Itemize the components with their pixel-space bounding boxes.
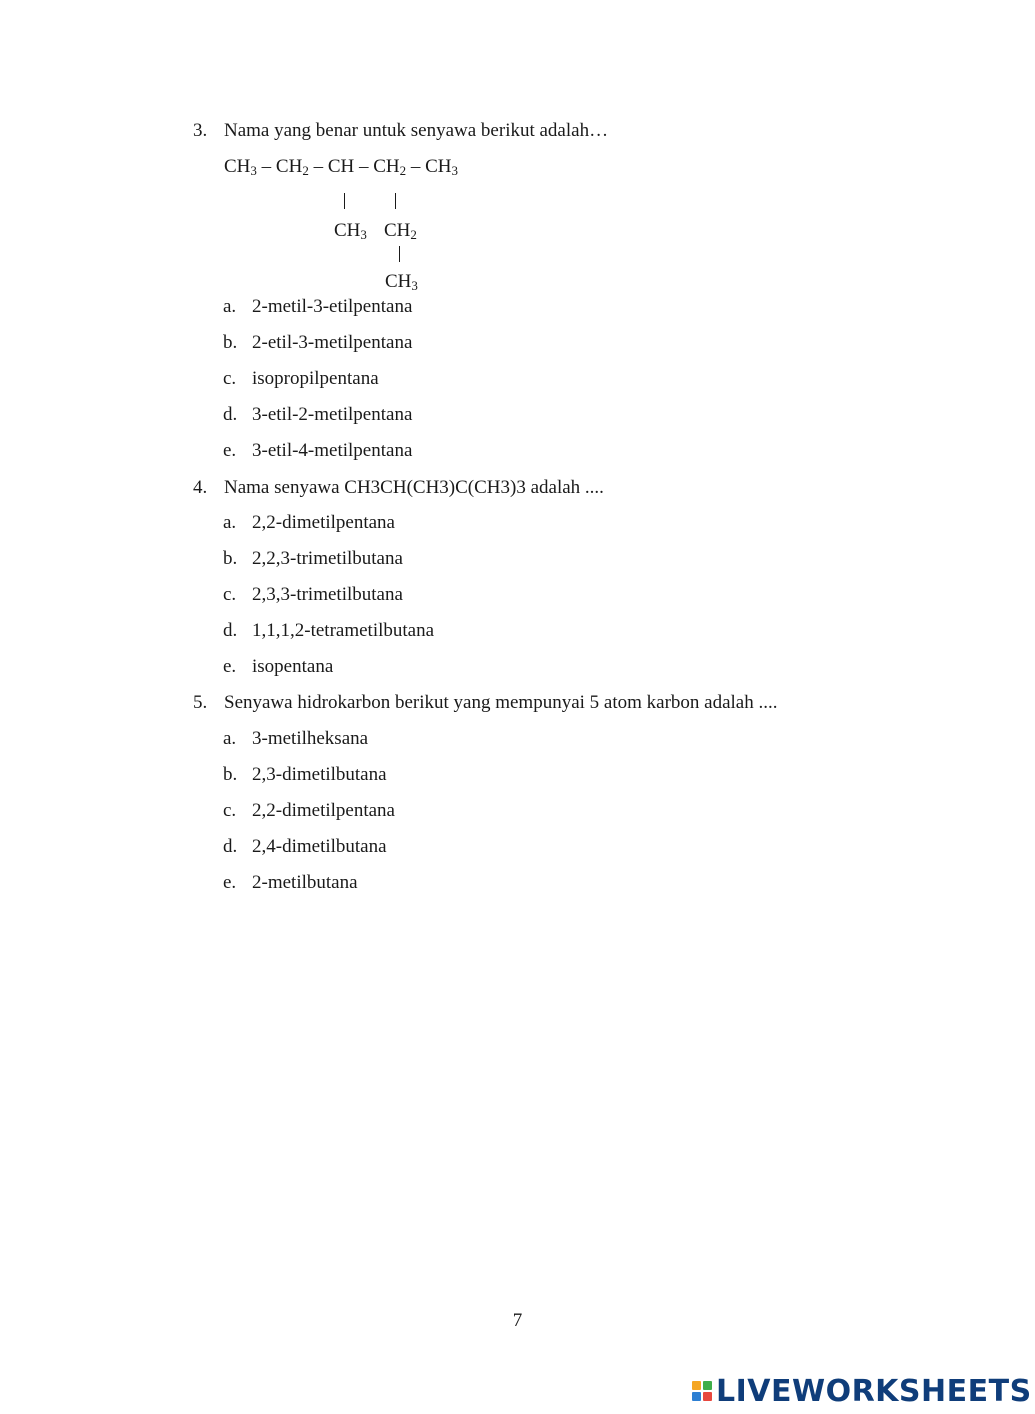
option-text: 3-metilheksana bbox=[252, 728, 369, 749]
option-text: 2,2-dimetilpentana bbox=[252, 512, 395, 533]
question-4-text: Nama senyawa CH3CH(CH3)C(CH3)3 adalah .... bbox=[224, 477, 604, 498]
option-letter: d. bbox=[223, 620, 238, 641]
option-text: 2-metilbutana bbox=[252, 872, 358, 893]
option-letter: a. bbox=[223, 296, 237, 317]
option-letter: d. bbox=[223, 836, 238, 857]
option-text: 2-metil-3-etilpentana bbox=[252, 296, 413, 317]
option-text: 1,1,1,2-tetrametilbutana bbox=[252, 620, 435, 641]
question-5-text: Senyawa hidrokarbon berikut yang mempunyai 5 atom karbon adalah .... bbox=[224, 692, 778, 713]
option-letter: c. bbox=[223, 368, 237, 389]
option-letter: c. bbox=[223, 584, 237, 605]
option-letter: e. bbox=[223, 440, 237, 461]
brand-name: LIVEWORKSHEETS bbox=[716, 1373, 1032, 1409]
option-text: 2,3-dimetilbutana bbox=[252, 764, 387, 785]
option-text: 2,2-dimetilpentana bbox=[252, 800, 395, 821]
question-3-text: Nama yang benar untuk senyawa berikut adalah… bbox=[224, 120, 609, 141]
question-4-number: 4. bbox=[193, 477, 208, 498]
option-text: 2,4-dimetilbutana bbox=[252, 836, 387, 857]
option-text: isopentana bbox=[252, 656, 334, 677]
page-number: 7 bbox=[512, 1310, 523, 1331]
option-text: 3-etil-4-metilpentana bbox=[252, 440, 413, 461]
option-letter: b. bbox=[223, 332, 238, 353]
question-5-number: 5. bbox=[193, 692, 208, 713]
bond-line bbox=[344, 193, 345, 209]
bond-line bbox=[399, 246, 400, 262]
option-letter: a. bbox=[223, 728, 237, 749]
logo-tile bbox=[703, 1392, 712, 1401]
option-letter: e. bbox=[223, 872, 237, 893]
structure-branch-methyl: $CH_3$ bbox=[334, 220, 367, 242]
option-letter: c. bbox=[223, 800, 237, 821]
structure-main-chain: $CH_3 - CH_2$ – CH – $CH_2 - CH_3$ bbox=[224, 156, 459, 178]
option-text: 2-etil-3-metilpentana bbox=[252, 332, 413, 353]
logo-tile bbox=[692, 1381, 701, 1390]
logo-tile bbox=[692, 1392, 701, 1401]
option-letter: a. bbox=[223, 512, 237, 533]
structure-branch-ethyl: $CH_2$ bbox=[384, 220, 417, 242]
question-3-number: 3. bbox=[193, 120, 208, 141]
structure-branch-ethyl-end: $CH_3$ bbox=[385, 271, 418, 293]
option-text: 2,2,3-trimetilbutana bbox=[252, 548, 403, 569]
option-letter: b. bbox=[223, 548, 238, 569]
option-letter: d. bbox=[223, 404, 238, 425]
logo-tile bbox=[703, 1381, 712, 1390]
option-letter: b. bbox=[223, 764, 238, 785]
bond-line bbox=[395, 193, 396, 209]
option-text: 3-etil-2-metilpentana bbox=[252, 404, 413, 425]
logo-tiles-icon bbox=[692, 1381, 712, 1401]
option-text: 2,3,3-trimetilbutana bbox=[252, 584, 403, 605]
option-letter: e. bbox=[223, 656, 237, 677]
liveworksheets-logo bbox=[692, 1374, 1032, 1408]
option-text: isopropilpentana bbox=[252, 368, 379, 389]
